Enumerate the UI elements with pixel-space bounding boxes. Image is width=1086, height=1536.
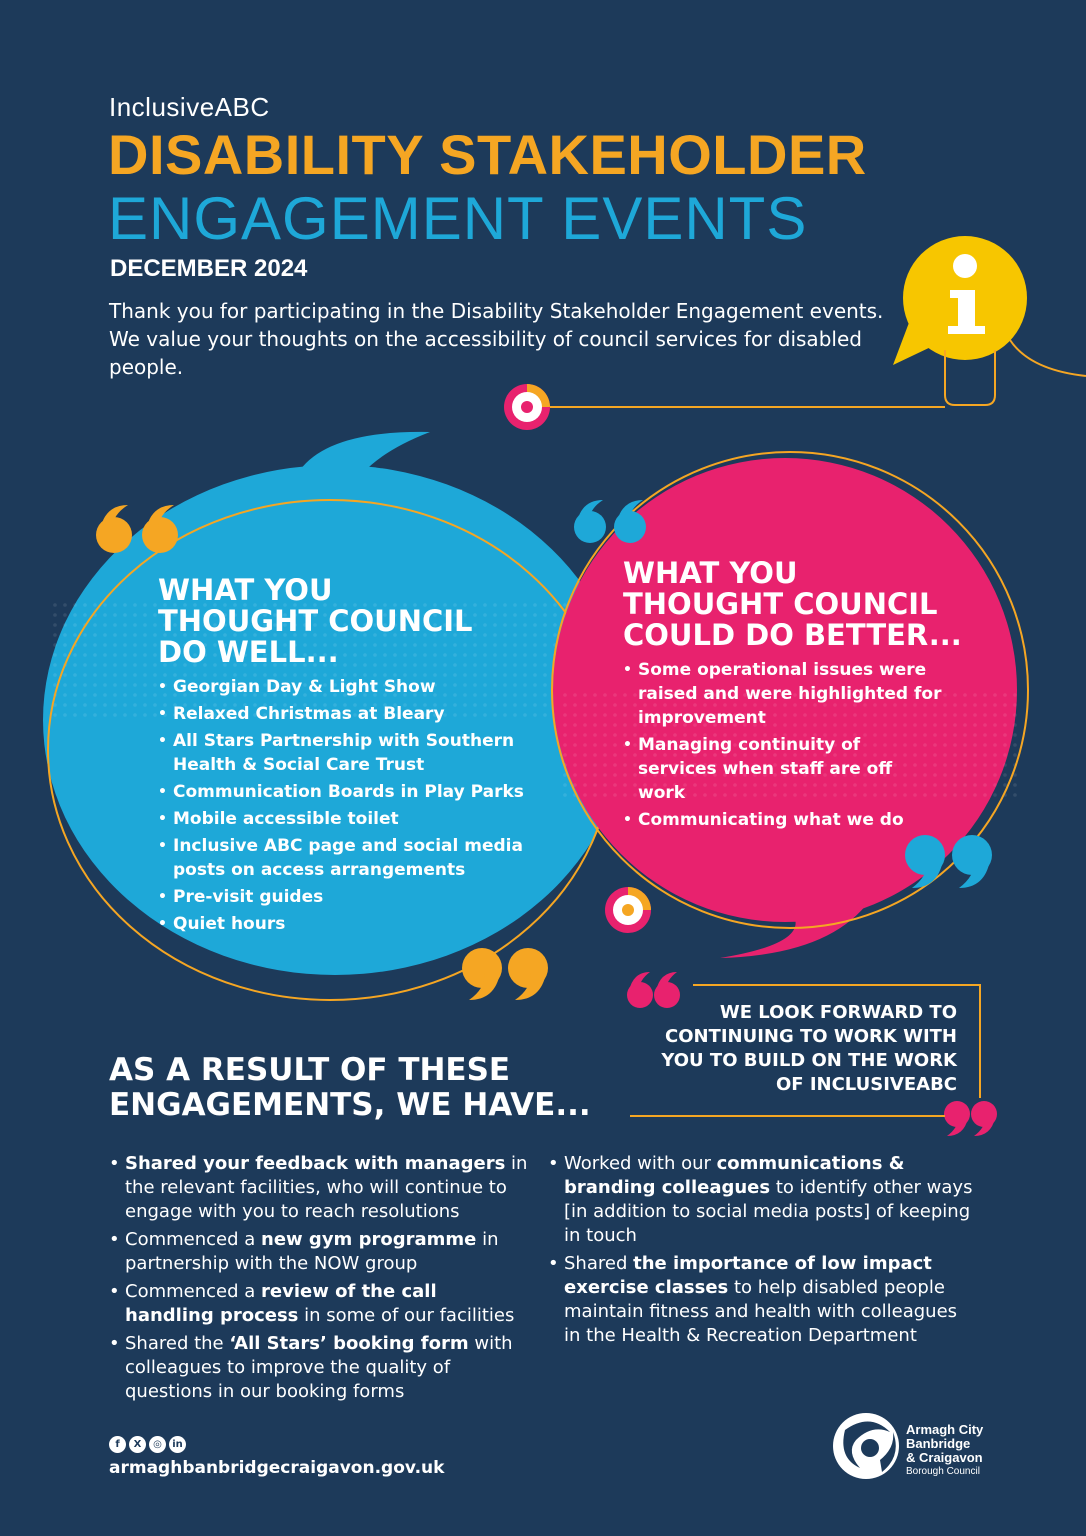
results-heading-line: AS A RESULT OF THESE [109, 1052, 511, 1088]
website-link[interactable]: armaghbanbridgecraigavon.gov.uk [109, 1458, 445, 1478]
list-item: • Georgian Day & Light Show [158, 675, 538, 699]
result-item [109, 1152, 529, 1224]
result-item-text: with colleagues to improve the quality of questions in our booking forms [125, 1333, 513, 1402]
well-heading-line: WHAT YOU [158, 573, 333, 607]
linkedin-icon[interactable]: in [169, 1436, 186, 1453]
results-heading [109, 1053, 609, 1123]
list-item: • Pre-visit guides [158, 885, 538, 909]
well-heading-line: DO WELL... [158, 635, 339, 669]
logo-line: & Craigavon [906, 1450, 983, 1465]
social-links [109, 1436, 186, 1453]
result-item-highlight: ‘All Stars’ booking form [229, 1333, 469, 1354]
result-item-text: Worked with our [564, 1153, 717, 1174]
list-item: • Inclusive ABC page and social media posts on access arrangements [158, 834, 538, 882]
better-heading [623, 558, 1003, 651]
result-item-text: Commenced a [125, 1281, 262, 1302]
results-list-right [548, 1152, 978, 1352]
brand-label: InclusiveABC [109, 92, 270, 122]
instagram-icon[interactable]: ◎ [149, 1436, 166, 1453]
list-item: • Quiet hours [158, 912, 538, 936]
logo-line: Banbridge [906, 1436, 971, 1451]
better-list [623, 658, 943, 835]
result-item-text: Shared the [125, 1333, 230, 1354]
better-heading-line: COULD DO BETTER... [623, 618, 962, 652]
event-date: DECEMBER 2024 [110, 255, 308, 282]
well-heading-line: THOUGHT COUNCIL [158, 604, 473, 638]
result-item-highlight: Shared your feedback with managers [125, 1153, 506, 1174]
page-title-line2: ENGAGEMENT EVENTS [108, 185, 808, 252]
result-item [109, 1332, 529, 1404]
result-item-text: in partnership with the NOW group [125, 1229, 499, 1274]
facebook-icon[interactable]: f [109, 1436, 126, 1453]
list-item: • Communicating what we do [623, 808, 943, 832]
intro-paragraph: Thank you for participating in the Disability Stakeholder Engagement events. We value your thoughts on the accessibility of council services for disabled people. [109, 299, 884, 379]
well-heading [158, 575, 538, 668]
list-item: • Relaxed Christmas at Bleary [158, 702, 538, 726]
forward-line: CONTINUING TO WORK WITH [664, 1026, 957, 1047]
logo-subtitle: Borough Council [906, 1466, 980, 1477]
result-item [109, 1228, 529, 1276]
results-heading-line: ENGAGEMENTS, WE HAVE... [109, 1087, 591, 1123]
result-item-highlight: new gym programme [261, 1229, 477, 1250]
forward-line: YOU TO BUILD ON THE WORK [661, 1050, 957, 1071]
x-icon[interactable]: X [129, 1436, 146, 1453]
council-logo-text [906, 1423, 983, 1479]
list-item: • All Stars Partnership with Southern Health & Social Care Trust [158, 729, 538, 777]
target-icon-top [504, 384, 550, 430]
result-item-text: in the relevant facilities, who will continue to engage with you to reach resolutions [125, 1153, 528, 1222]
result-item-text: Commenced a [125, 1229, 262, 1250]
result-item-highlight: the importance of low impact exercise classes [564, 1253, 932, 1298]
forward-statement [615, 1001, 957, 1097]
list-item: • Communication Boards in Play Parks [158, 780, 538, 804]
result-item-highlight: communications & branding colleagues [564, 1153, 905, 1198]
quote-close-pink-icon [944, 1101, 997, 1136]
result-item-text: to identify other ways [in addition to social media posts] of keeping in touch [564, 1177, 973, 1246]
better-heading-line: THOUGHT COUNCIL [623, 587, 938, 621]
better-heading-line: WHAT YOU [623, 556, 798, 590]
well-list [158, 675, 538, 939]
result-item [109, 1280, 529, 1328]
list-item: • Some operational issues were raised and were highlighted for improvement [623, 658, 943, 730]
result-item [548, 1152, 978, 1248]
list-item: • Managing continuity of services when staff are off work [623, 733, 943, 805]
target-icon-bottom [605, 887, 651, 933]
result-item-text: to help disabled people maintain fitness and health with colleagues in the Health & Recreation Department [564, 1277, 958, 1346]
forward-line: WE LOOK FORWARD TO [719, 1002, 957, 1023]
logo-line: Armagh City [906, 1422, 984, 1437]
result-item-text: in some of our facilities [298, 1305, 515, 1326]
result-item-text: Shared [564, 1253, 634, 1274]
council-logo-icon [833, 1413, 899, 1479]
result-item-highlight: review of the call handling process [125, 1281, 437, 1326]
results-list-left [109, 1152, 529, 1408]
result-item [548, 1252, 978, 1348]
page-title-line1: DISABILITY STAKEHOLDER [108, 123, 867, 186]
quote-close-orange-icon [462, 948, 548, 1000]
forward-line: OF INCLUSIVEABC [775, 1074, 957, 1095]
quote-open-blue-icon [574, 500, 646, 543]
list-item: • Mobile accessible toilet [158, 807, 538, 831]
